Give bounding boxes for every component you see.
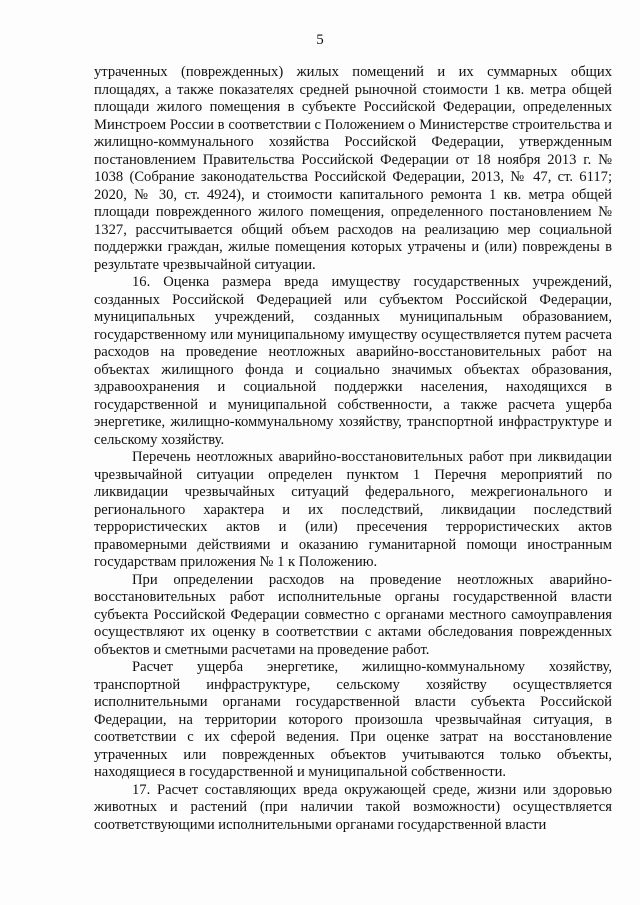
page-number: 5: [316, 32, 324, 48]
paragraph-continuation: утраченных (поврежденных) жилых помещений и их суммарных общих площадях, а также показателях средней рыночной стоимости 1 кв. метра общей площади жилого помещения в субъекте Российской Федерации, определенных Минстроем России в соответствии с Положением о Министерстве строительства и жилищно-коммунального хозяйства Российской Федерации, утвержденным постановлением Правительства Российской Федерации от 18 ноября 2013 г. № 1038 (Собрание законодательства Российской Федерации, 2013, № 47, ст. 6117; 2020, № 30, ст. 4924), и стоимости капитального ремонта 1 кв. метра общей площади поврежденного жилого помещения, определенного постановлением № 1327, рассчитывается общий объем расходов на реализацию мер социальной поддержки граждан, жилые помещения которых утрачены и (или) повреждены в результате чрезвычайной ситуации.: [94, 64, 612, 273]
paragraph-expense-assessment: При определении расходов на проведение неотложных аварийно-восстановительных работ исполнительные органы государственной власти субъекта Российской Федерации совместно с органами местного самоуправления осуществляют их оценку в соответствии с актами обследования поврежденных объектов и сметными расчетами на проведение работ.: [94, 571, 612, 658]
paragraph-works-list: Перечень неотложных аварийно-восстановительных работ при ликвидации чрезвычайной ситуации определен пунктом 1 Перечня мероприятий по ликвидации чрезвычайных ситуаций федерального, межрегионального и регионального характера и их последствий, ликвидации последствий террористических актов и (или) пресечения террористических актов правомерными действиями и оказанию гуманитарной помощи иностранным государствам приложения № 1 к Положению.: [94, 449, 612, 570]
paragraph-damage-calculation: Расчет ущерба энергетике, жилищно-коммунальному хозяйству, транспортной инфраструктуре, сельскому хозяйству осуществляется исполнительными органами государственной власти субъекта Российской Федерации, на территории которого произошла чрезвычайная ситуация, в соответствии с их сферой ведения. При оценке затрат на восстановление утраченных или поврежденных объектов учитываются только объекты, находящиеся в государственной и муниципальной собственности.: [94, 659, 612, 780]
paragraph-item-17: 17. Расчет составляющих вреда окружающей среде, жизни или здоровью животных и растений (при наличии такой возможности) осуществляется соответствующими исполнительными органами государственной власти: [94, 781, 612, 833]
paragraph-item-16: 16. Оценка размера вреда имуществу государственных учреждений, созданных Российской Федерацией или субъектом Российской Федерации, муниципальных учреждений, созданных муниципальным образованием, государственному или муниципальному имуществу осуществляется путем расчета расходов на проведение неотложных аварийно-восстановительных работ на объектах жилищного фонда и социально значимых объектах образования, здравоохранения и социальной поддержки населения, находящихся в государственной и муниципальной собственности, а также расчета ущерба энергетике, жилищно-коммунальному хозяйству, транспортной инфраструктуре и сельскому хозяйству.: [94, 274, 612, 448]
document-body: [94, 64, 612, 834]
